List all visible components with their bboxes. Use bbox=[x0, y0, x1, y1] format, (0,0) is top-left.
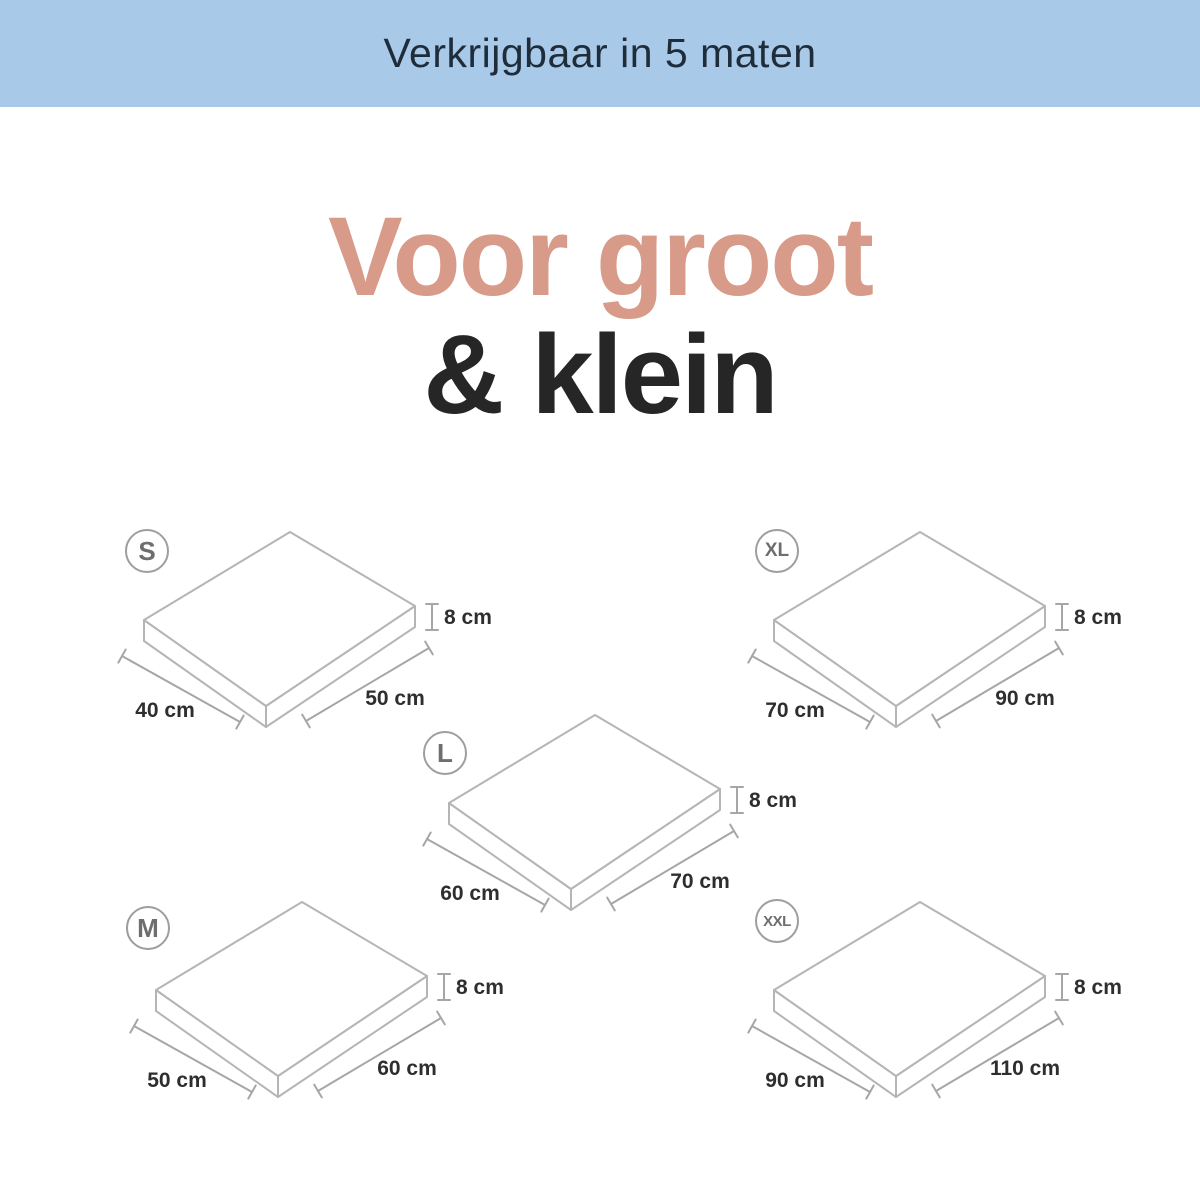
title-line-klein: & klein bbox=[423, 311, 777, 437]
width-dimension-label: 70 cm bbox=[765, 699, 825, 722]
size-badge-xxl: XXL bbox=[755, 899, 799, 943]
availability-banner bbox=[0, 0, 1200, 107]
size-badge-m: M bbox=[126, 906, 170, 950]
height-dimension-label: 8 cm bbox=[456, 976, 504, 999]
width-dimension-label: 40 cm bbox=[135, 699, 195, 722]
banner-text: Verkrijgbaar in 5 maten bbox=[383, 30, 817, 76]
size-diagram-xxl bbox=[730, 890, 1150, 1120]
page-title bbox=[0, 194, 1200, 437]
depth-dimension-label: 70 cm bbox=[670, 870, 730, 893]
height-dimension-label: 8 cm bbox=[749, 789, 797, 812]
title-line-groot: Voor groot bbox=[327, 194, 873, 319]
depth-dimension-label: 90 cm bbox=[995, 687, 1055, 710]
height-dimension-label: 8 cm bbox=[1074, 606, 1122, 629]
size-badge-s: S bbox=[125, 529, 169, 573]
size-badge-xl: XL bbox=[755, 529, 799, 573]
size-badge-l: L bbox=[423, 731, 467, 775]
height-dimension-label: 8 cm bbox=[444, 606, 492, 629]
height-dimension-label: 8 cm bbox=[1074, 976, 1122, 999]
depth-dimension-label: 50 cm bbox=[365, 687, 425, 710]
width-dimension-label: 60 cm bbox=[440, 882, 500, 905]
depth-dimension-label: 110 cm bbox=[989, 1057, 1061, 1080]
width-dimension-label: 90 cm bbox=[765, 1069, 825, 1092]
size-diagram-m bbox=[112, 890, 532, 1120]
depth-dimension-label: 60 cm bbox=[377, 1057, 437, 1080]
width-dimension-label: 50 cm bbox=[147, 1069, 207, 1092]
